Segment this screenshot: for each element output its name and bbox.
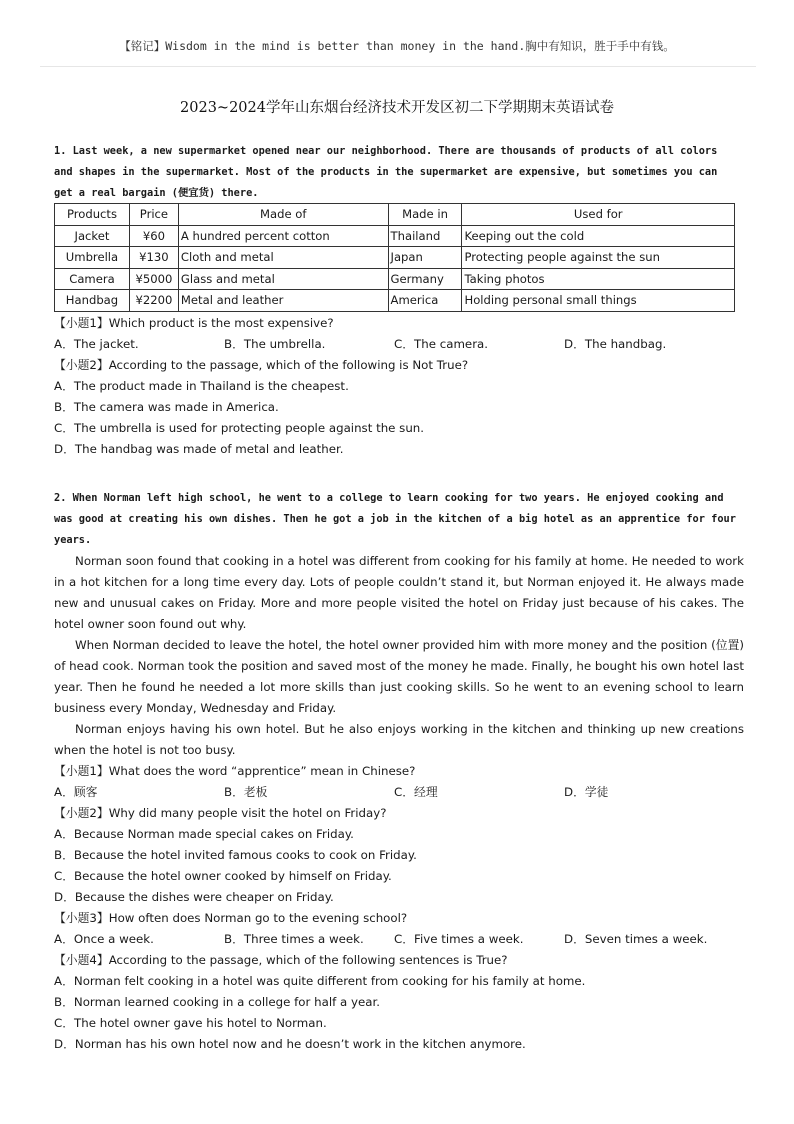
q1-sub2-option-a[interactable]: A．The product made in Thailand is the cheapest. — [54, 379, 349, 393]
q2-sub1-option-a[interactable]: A．顾客 — [54, 785, 98, 799]
q2-sub3-option-b[interactable]: B．Three times a week. — [224, 932, 364, 946]
q1-sub1-option-c[interactable]: C．The camera. — [394, 337, 489, 351]
table-cell: Protecting people against the sun — [462, 247, 735, 269]
table-row — [55, 247, 735, 269]
table-cell: ¥130 — [129, 247, 178, 269]
q2-sub4-option-d[interactable]: D．Norman has his own hotel now and he doesn’t work in the kitchen anymore. — [54, 1037, 526, 1051]
table-cell: ¥5000 — [129, 268, 178, 290]
q2-sub1-option-c[interactable]: C．经理 — [394, 785, 438, 799]
table-cell: Japan — [388, 247, 462, 269]
table-header-cell: Used for — [462, 204, 735, 226]
table-cell: Umbrella — [55, 247, 130, 269]
exam-title: 2023~2024学年山东烟台经济技术开发区初二下学期期末英语试卷 — [180, 100, 614, 116]
q2-sub1-option-b[interactable]: B．老板 — [224, 785, 268, 799]
table-cell: A hundred percent cotton — [178, 225, 388, 247]
table-cell: America — [388, 290, 462, 312]
table-header-row — [55, 204, 735, 226]
q2-sub4-option-c[interactable]: C．The hotel owner gave his hotel to Norman. — [54, 1016, 327, 1030]
q1-sub1-option-b[interactable]: B．The umbrella. — [224, 337, 326, 351]
table-cell: Taking photos — [462, 268, 735, 290]
q2-sub2-option-a[interactable]: A．Because Norman made special cakes on Friday. — [54, 827, 354, 841]
q2-sub4-question: 【小题4】According to the passage, which of the following sentences is True? — [54, 953, 508, 967]
table-cell: Thailand — [388, 225, 462, 247]
table-cell: Germany — [388, 268, 462, 290]
header-divider — [40, 66, 756, 67]
q2-sub4-option-a[interactable]: A．Norman felt cooking in a hotel was quite different from cooking for his family at home. — [54, 974, 586, 988]
q2-intro: 2. When Norman left high school, he went to a college to learn cooking for two years. He enjoyed cooking and was good at creating his own dishes. Then he got a job in the kitchen of a big hotel as an apprentice for four years. — [54, 492, 736, 546]
q1-sub1-option-a[interactable]: A．The jacket. — [54, 337, 139, 351]
table-cell: ¥60 — [129, 225, 178, 247]
table-header-cell: Price — [129, 204, 178, 226]
table-cell: Handbag — [55, 290, 130, 312]
table-cell: Jacket — [55, 225, 130, 247]
q2-sub3-option-c[interactable]: C．Five times a week. — [394, 932, 524, 946]
table-header-cell: Made of — [178, 204, 388, 226]
table-cell: Cloth and metal — [178, 247, 388, 269]
table-header-cell: Made in — [388, 204, 462, 226]
table-cell: Glass and metal — [178, 268, 388, 290]
q2-sub2-option-d[interactable]: D．Because the dishes were cheaper on Friday. — [54, 890, 334, 904]
table-cell: Camera — [55, 268, 130, 290]
table-header-cell: Products — [55, 204, 130, 226]
q2-sub3-question: 【小题3】How often does Norman go to the evening school? — [54, 911, 408, 925]
table-cell: Holding personal small things — [462, 290, 735, 312]
products-table — [54, 203, 735, 312]
q2-sub4-option-b[interactable]: B．Norman learned cooking in a college for half a year. — [54, 995, 380, 1009]
q2-sub2-option-c[interactable]: C．Because the hotel owner cooked by himself on Friday. — [54, 869, 392, 883]
q2-sub1-question: 【小题1】What does the word “apprentice” mean in Chinese? — [54, 764, 416, 778]
table-row — [55, 290, 735, 312]
q1-sub1-question: 【小题1】Which product is the most expensive? — [54, 316, 334, 330]
page-header-motto: 【铭记】Wisdom in the mind is better than money in the hand.胸中有知识，胜于手中有钱。 — [119, 39, 675, 53]
table-cell: Keeping out the cold — [462, 225, 735, 247]
q2-sub2-option-b[interactable]: B．Because the hotel invited famous cooks to cook on Friday. — [54, 848, 417, 862]
q2-sub3-option-d[interactable]: D．Seven times a week. — [564, 932, 708, 946]
q1-sub2-option-d[interactable]: D．The handbag was made of metal and leather. — [54, 442, 344, 456]
table-cell: Metal and leather — [178, 290, 388, 312]
q2-paragraph-3: Norman enjoys having his own hotel. But he also enjoys working in the kitchen and thinking up new creations when the hotel is not too busy. — [54, 722, 744, 757]
table-row — [55, 225, 735, 247]
q1-intro: 1. Last week, a new supermarket opened near our neighborhood. There are thousands of products of all colors and shapes in the supermarket. Most of the products in the supermarket are expensive, but sometimes you can get a real bargain (便宜货) there. — [54, 145, 718, 199]
table-row — [55, 268, 735, 290]
q2-sub2-question: 【小题2】Why did many people visit the hotel on Friday? — [54, 806, 387, 820]
q2-paragraph-2: When Norman decided to leave the hotel, the hotel owner provided him with more money and the position (位置) of head cook. Norman took the position and saved most of the money he made. Finally, he bought his own hotel last year. Then he found he needed a lot more skills than just cooking skills. So he went to an evening school to learn business every Monday, Wednesday and Friday. — [54, 638, 744, 715]
table-cell: ¥2200 — [129, 290, 178, 312]
q2-sub1-option-d[interactable]: D．学徒 — [564, 785, 609, 799]
q2-paragraph-1: Norman soon found that cooking in a hotel was different from cooking for his family at home. He needed to work in a hot kitchen for a long time every day. Lots of people couldn’t stand it, but Norman enjoyed it. He always made new and unusual cakes on Friday. More and more people visited the hotel on Friday just because of his cakes. The hotel owner soon found out why. — [54, 554, 744, 631]
q1-sub1-option-d[interactable]: D．The handbag. — [564, 337, 667, 351]
q1-sub2-question: 【小题2】According to the passage, which of the following is Not True? — [54, 358, 469, 372]
q1-sub2-option-c[interactable]: C．The umbrella is used for protecting people against the sun. — [54, 421, 425, 435]
q2-sub3-option-a[interactable]: A．Once a week. — [54, 932, 154, 946]
q1-sub2-option-b[interactable]: B．The camera was made in America. — [54, 400, 279, 414]
